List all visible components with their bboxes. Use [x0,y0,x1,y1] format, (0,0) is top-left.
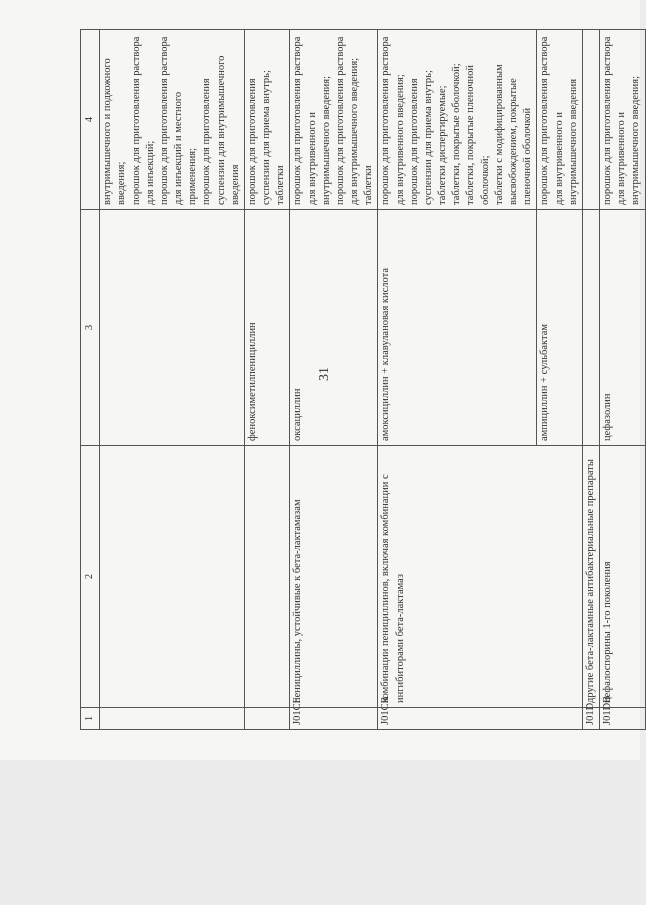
forms-cell [537,30,583,210]
table-row [244,30,290,730]
drug-cell [100,210,245,446]
form-line: таблетки, покрытые пленочной оболочкой; [465,64,491,205]
forms-cell [244,30,290,210]
form-line: порошок для приготовления раствора для внутривенного введения; [380,36,406,205]
code-cell: J01DB [600,708,646,730]
form-line: порошок для приготовления суспензии для приема внутрь; [408,70,434,205]
form-line: порошок для приготовления раствора для инъекций и местного применения; [158,36,199,205]
code-cell: J01CF [290,708,378,730]
code-cell [244,708,290,730]
drug-cell: цефазолин [600,210,646,446]
code-cell: J01D [582,708,599,730]
form-line: таблетки, покрытые оболочкой; [451,63,463,205]
table-row [600,30,646,730]
form-line: порошок для приготовления раствора для внутривенного и внутримышечного введения; [292,36,332,205]
drug-cell: амоксициллин + клавулановая кислота [378,210,537,446]
group-cell: комбинации пенициллинов, включая комбинации с ингибиторами бета-лактамаз [378,446,582,708]
group-cell [100,446,245,708]
forms-cell [582,30,599,210]
table-row [290,30,378,730]
form-line: порошок для приготовления раствора для внутримышечного введения; [334,36,361,205]
header-col-2: 2 [81,446,100,708]
header-col-3: 3 [81,210,100,446]
header-col-1: 1 [81,708,100,730]
page-number: 31 [317,367,332,381]
form-line: таблетки [275,165,287,205]
forms-cell [290,30,378,210]
rotated-table-sheet [80,30,642,730]
group-cell: пенициллины, устойчивые к бета-лактамазам [290,446,378,708]
header-col-4: 4 [81,30,100,210]
code-cell [100,708,245,730]
form-line: порошок для приготовления суспензии для внутримышечного введения [201,55,241,205]
form-line: таблетки диспергируемые; [437,85,449,205]
table-row [582,30,599,730]
drug-table [80,29,646,730]
forms-cell [100,30,245,210]
form-line: порошок для приготовления раствора для внутривенного и внутримышечного введения [539,36,579,205]
group-cell: другие бета-лактамные антибактериальные препараты [582,446,599,708]
group-cell: цефалоспорины 1-го поколения [600,446,646,708]
form-line: порошок для приготовления раствора для внутривенного и внутримышечного введения; [602,36,642,205]
drug-cell: феноксиметилпенициллин [244,210,290,446]
forms-cell [600,30,646,210]
form-line: внутримышечного и подкожного введения; [102,58,128,205]
drug-cell: ампициллин + сульбактам [537,210,583,446]
code-cell: J01CR [378,708,582,730]
form-line: таблетки с модифицированным высвобождением, покрытые пленочной оболочкой [493,64,534,205]
table-row [378,30,537,730]
form-line: порошок для приготовления суспензии для приема внутрь; [246,70,273,205]
header-row [81,30,100,730]
drug-cell: оксациллин [290,210,378,446]
group-cell [244,446,290,708]
drug-cell [582,210,599,446]
form-line: порошок для приготовления раствора для инъекций; [130,36,156,205]
forms-cell [378,30,537,210]
table-row [100,30,245,730]
form-line: таблетки [363,165,375,205]
